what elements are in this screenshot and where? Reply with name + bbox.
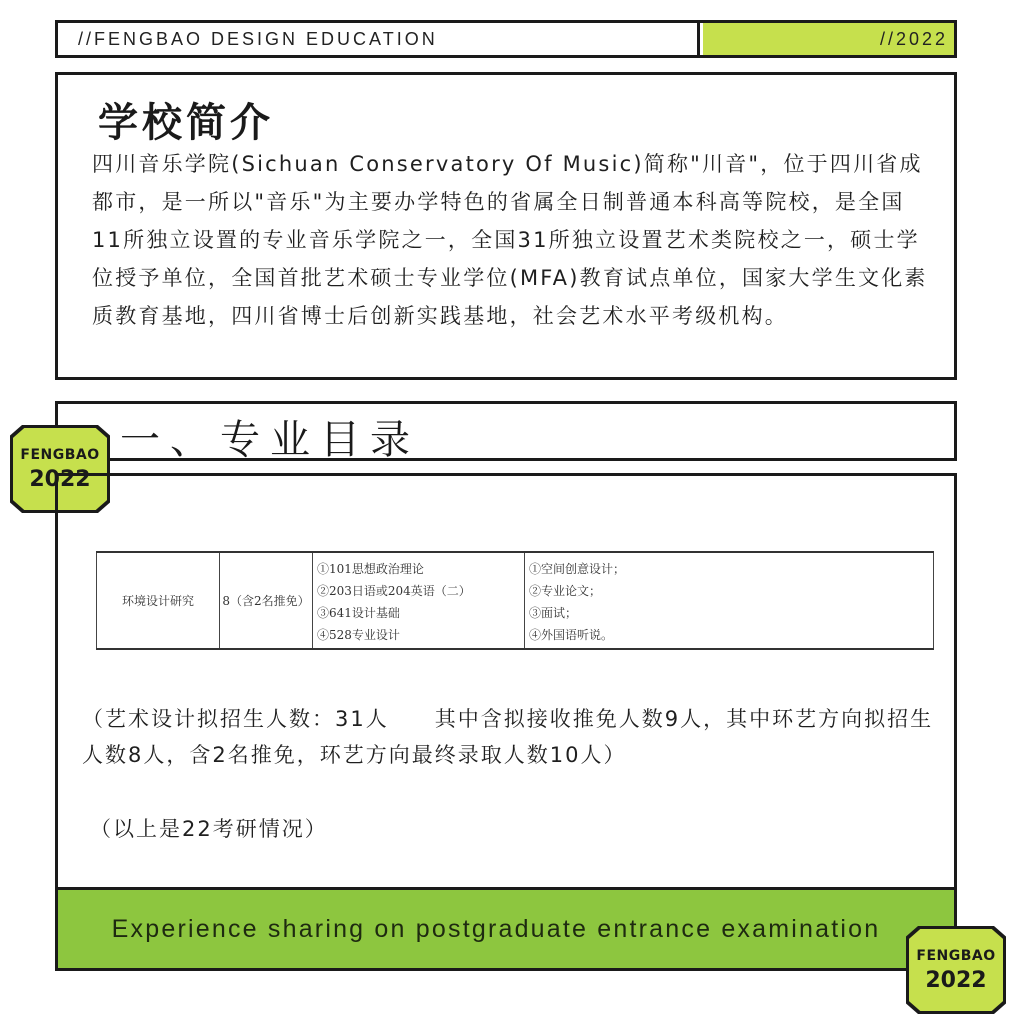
- badge-right-label: FENGBAO: [916, 948, 996, 964]
- intro-section: [55, 72, 957, 380]
- badge-right: [906, 926, 1006, 1014]
- intro-paragraph: 四川音乐学院(Sichuan Conservatory Of Music)简称"川音"，位于四川省成都市，是一所以"音乐"为主要办学特色的省属全日制普通本科高等院校，是全国11所独立设置的专业音乐学院之一，全国31所独立设置艺术类院校之一，硕士学位授予单位，全国首批艺术硕士专业学位(MFA)教育试点单位，国家大学生文化素质教育基地，四川省博士后创新实践基地，社会艺术水平考级机构。: [92, 152, 928, 328]
- program-table: [96, 551, 934, 650]
- table-cell-quota: 8（含2名推免）: [219, 553, 312, 648]
- exam-item: ③641设计基础: [317, 606, 400, 620]
- badge-right-year: 2022: [925, 968, 987, 993]
- exam-item: ①101思想政治理论: [317, 562, 424, 576]
- footer-bar: [55, 887, 957, 971]
- exam-item: ②203日语或204英语（二）: [317, 584, 471, 598]
- header-year-text: //2022: [703, 23, 954, 55]
- retest-item: ②专业论文；: [529, 584, 602, 598]
- header-brand-text: //FENGBAO DESIGN EDUCATION: [58, 23, 700, 55]
- retest-item: ①空间创意设计；: [529, 562, 626, 576]
- main-content: [55, 473, 957, 893]
- section-title: 一、专业目录: [120, 417, 420, 463]
- header-bar: [55, 20, 957, 58]
- intro-title: 学校简介: [98, 100, 274, 146]
- exam-item: ④528专业设计: [317, 628, 400, 642]
- enrollment-note: （艺术设计拟招生人数：31人 其中含拟接收推免人数9人，其中环艺方向拟招生人数8人，含2名推免，环艺方向最终录取人数10人）: [82, 707, 934, 767]
- footer-text: Experience sharing on postgraduate entrance examination: [111, 914, 881, 943]
- retest-item: ③面试；: [529, 606, 578, 620]
- badge-left-label: FENGBAO: [20, 447, 100, 463]
- section-header: [55, 401, 957, 461]
- table-cell-retest: [524, 553, 934, 648]
- remark-note: （以上是22考研情况）: [90, 817, 328, 841]
- table-cell-major: 环境设计研究: [96, 553, 219, 648]
- table-cell-exams: [312, 553, 524, 648]
- badge-left-year: 2022: [29, 467, 91, 492]
- retest-item: ④外国语听说。: [529, 628, 614, 642]
